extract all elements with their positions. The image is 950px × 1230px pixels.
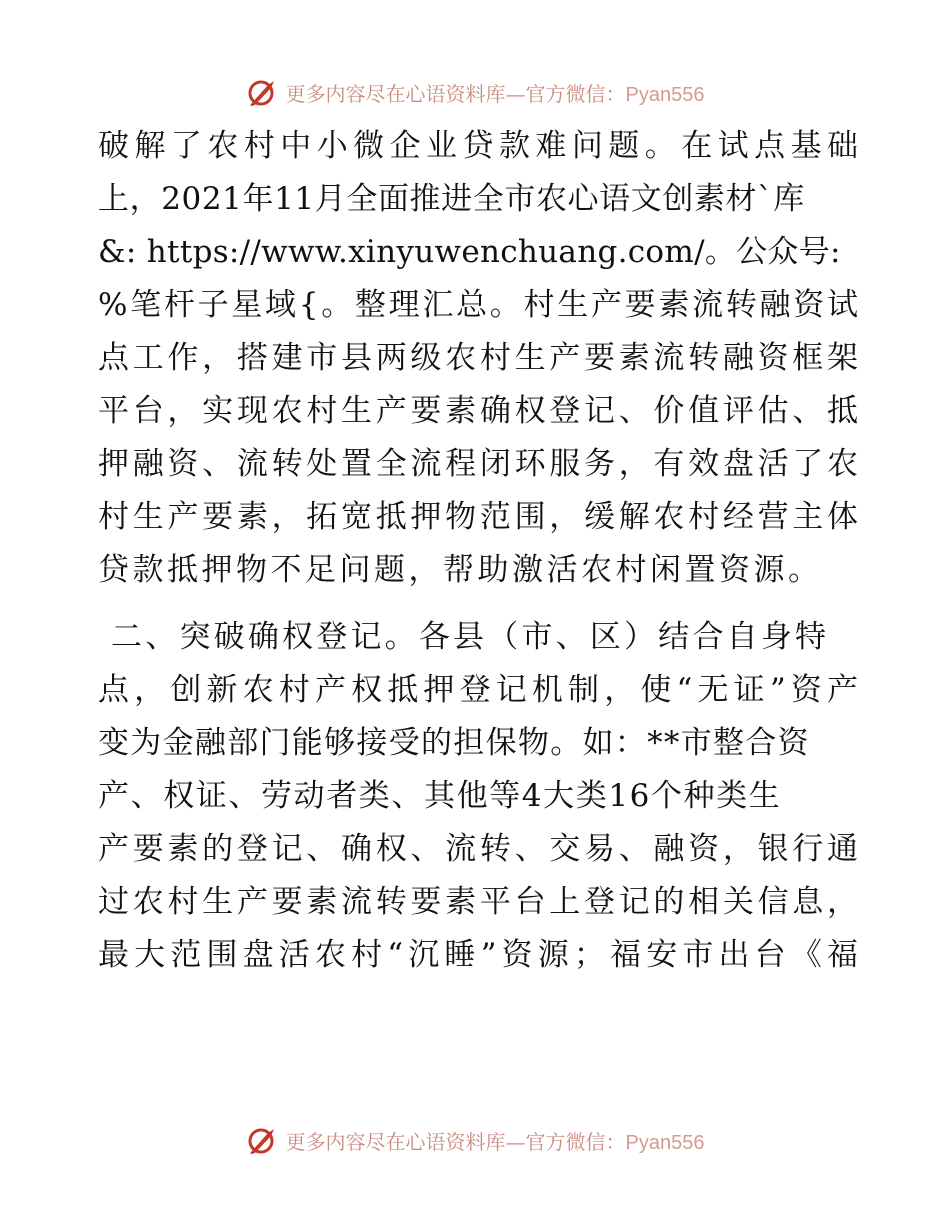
pen-logo-icon: [246, 1125, 280, 1155]
text-line: 点工作，搭建市县两级农村生产要素流转融资框架: [98, 340, 858, 376]
text-line: 点，创新农村产权抵押登记机制，使“无证”资产: [98, 672, 858, 708]
text-line: 产、权证、劳动者类、其他等4大类16个种类生: [98, 778, 782, 814]
text-line: &: https://www.xinyuwenchuang.com/。公众号:: [98, 234, 841, 270]
text-line: 上，2021年11月全面推进全市农心语文创素材`库: [98, 181, 805, 217]
text-line: 最大范围盘活农村“沉睡”资源；福安市出台《福: [98, 937, 858, 973]
text-line: 二、突破确权登记。各县（市、区）结合自身特: [98, 619, 830, 655]
paragraph-1: [98, 120, 858, 597]
text-line: 过农村生产要素流转要素平台上登记的相关信息，: [98, 884, 858, 920]
watermark-text: [286, 1126, 705, 1155]
text-line: 村生产要素，拓宽抵押物范围，缓解农村经营主体: [98, 499, 858, 535]
header-watermark: [0, 72, 950, 112]
watermark-text: [286, 78, 705, 107]
text-line: %笔杆子星域{。整理汇总。村生产要素流转融资试: [98, 287, 858, 323]
text-line: 贷款抵押物不足问题，帮助激活农村闲置资源。: [98, 552, 823, 588]
watermark-main-text: 更多内容尽在心语资料库—官方微信：: [285, 1129, 626, 1154]
paragraph-2: [98, 611, 858, 982]
watermark-wechat-id: Pyan556: [625, 83, 705, 106]
watermark-main-text: 更多内容尽在心语资料库—官方微信：: [285, 81, 626, 106]
text-line: 产要素的登记、确权、流转、交易、融资，银行通: [98, 831, 858, 867]
text-line: 押融资、流转处置全流程闭环服务，有效盘活了农: [98, 446, 858, 482]
pen-logo-icon: [246, 77, 280, 107]
watermark-wechat-id: Pyan556: [625, 1131, 705, 1154]
text-line: 破解了农村中小微企业贷款难问题。在试点基础: [98, 128, 858, 164]
footer-watermark: [0, 1120, 950, 1160]
text-line: 平台，实现农村生产要素确权登记、价值评估、抵: [98, 393, 858, 429]
text-line: 变为金融部门能够接受的担保物。如：**市整合资: [98, 725, 810, 761]
document-body: [98, 120, 858, 982]
